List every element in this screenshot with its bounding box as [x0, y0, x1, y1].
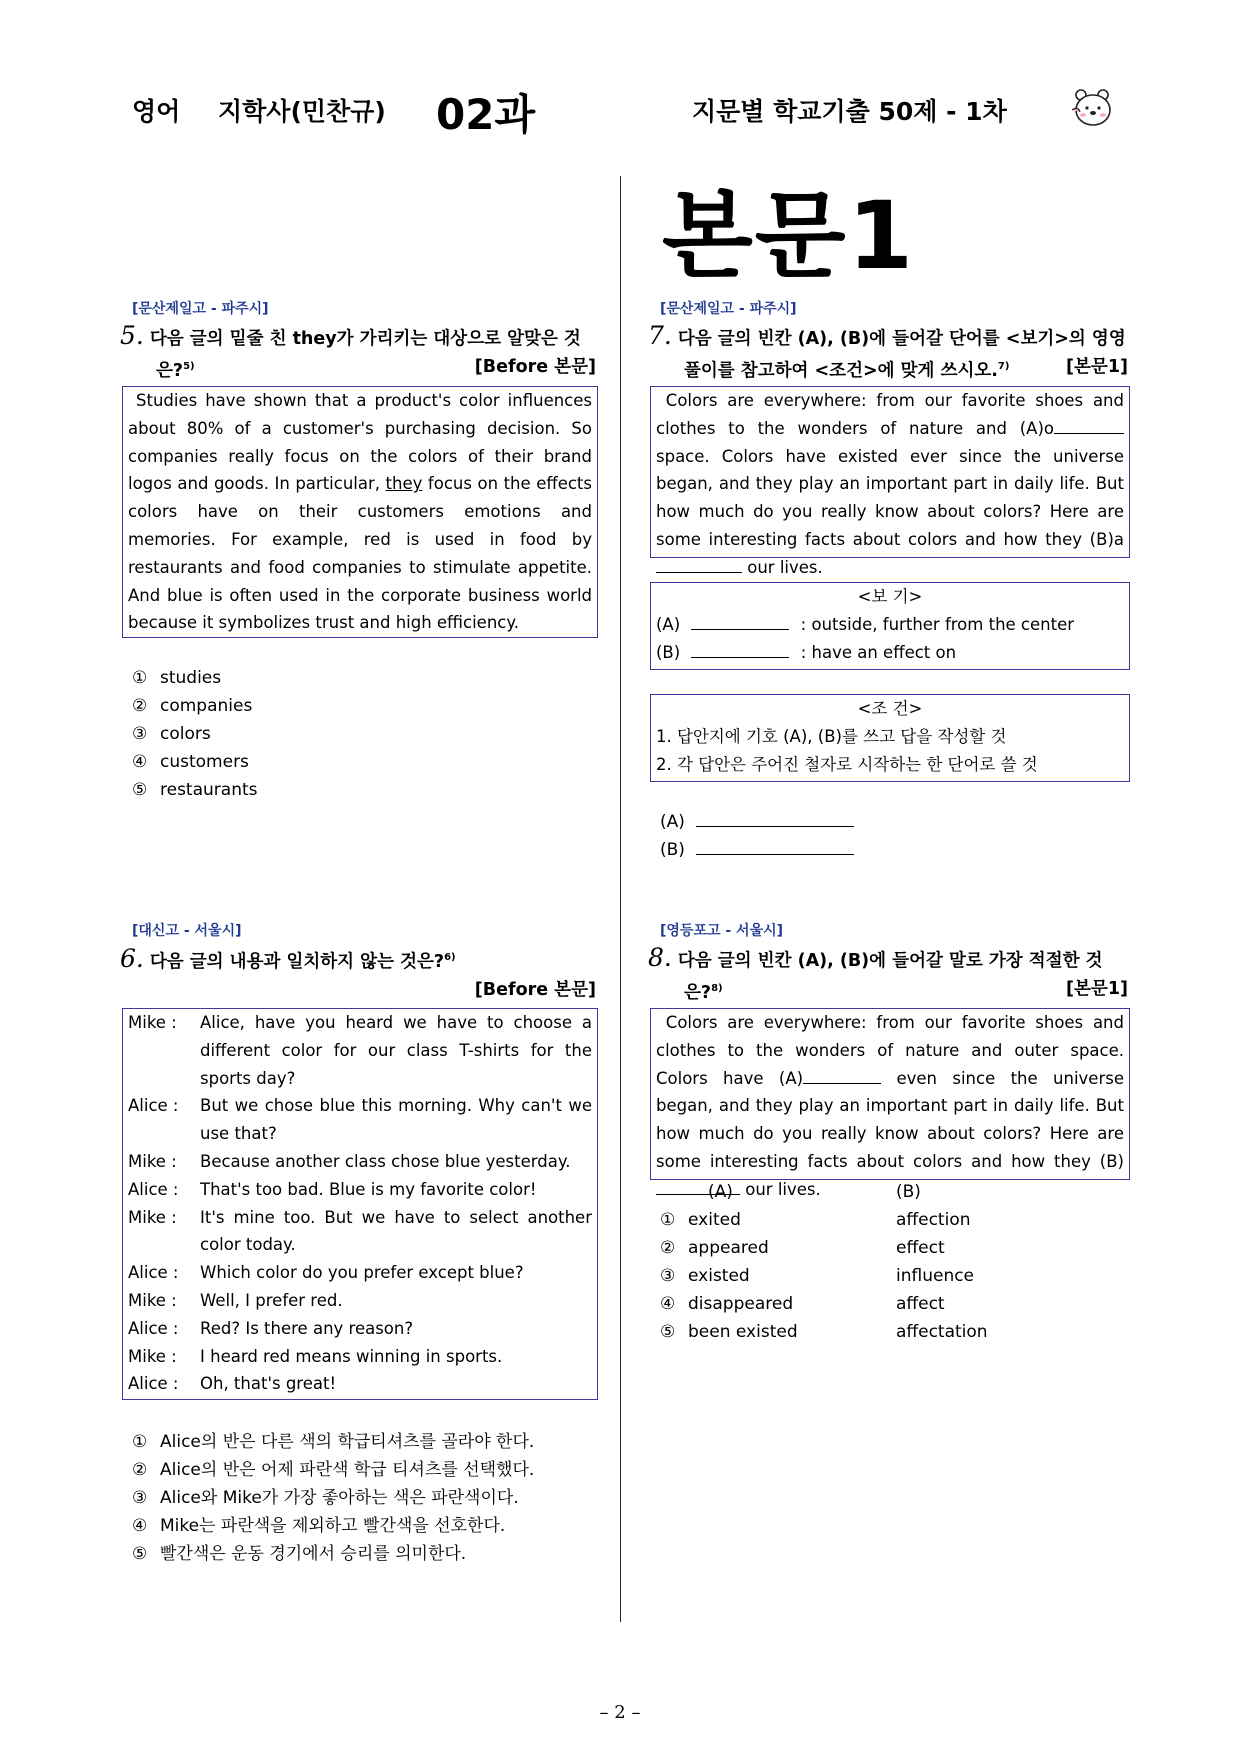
speaker: Alice :: [128, 1318, 179, 1338]
option-text: restaurants: [160, 780, 258, 800]
q8-source: [영등포고 - 서울시]: [660, 923, 784, 939]
q8-stem: [648, 944, 1128, 1007]
option-mark: ③: [132, 724, 148, 744]
subject-label: 영어: [132, 97, 181, 126]
q5-option[interactable]: [132, 664, 258, 692]
option-text: 빨간색은 운동 경기에서 승리를 의미한다.: [160, 1544, 467, 1564]
q7-passage-part2: space. Colors have existed ever since the universe began, and they play an important part in daily life. But how much do you really know about colors? Here are some interesting facts about colors and how they (B)a: [656, 446, 1124, 549]
bogi-blank: [691, 639, 789, 658]
q6-option[interactable]: [132, 1484, 534, 1512]
option-b-text: affect: [896, 1294, 945, 1314]
q5-footnote: 5): [183, 361, 195, 372]
bogi-definition: : outside, further from the center: [800, 614, 1075, 634]
q5-stem: [120, 322, 596, 385]
option-mark: ②: [660, 1238, 676, 1258]
option-mark: ②: [132, 696, 148, 716]
q7-conditions-title: <조 건>: [857, 699, 923, 718]
q6-stem: [120, 944, 596, 1004]
q7-passage-part1: Colors are everywhere: from our favorite shoes and clothes to the wonders of nature and (A)o: [656, 391, 1124, 438]
q5-number: 5.: [120, 321, 144, 350]
q8-column-headers: [660, 1178, 1130, 1206]
q7-answer-a-field[interactable]: [696, 808, 854, 827]
line: That's too bad. Blue is my favorite color!: [200, 1179, 537, 1199]
speaker: Mike :: [128, 1151, 177, 1171]
q6-source: [대신고 - 서울시]: [132, 923, 242, 939]
q8-footnote: 8): [711, 983, 723, 994]
q7-stem-line2: 풀이를 참고하여 <조건>에 맞게 쓰시오.: [684, 360, 998, 381]
q8-stem-line2: 은?: [684, 982, 712, 1003]
bogi-blank: [691, 611, 789, 630]
lesson-label: 02과: [436, 90, 536, 139]
answer-label: (A): [660, 812, 685, 832]
line: Alice, have you heard we have to choose a different color for our class T-shirts for the sports day?: [200, 1013, 592, 1088]
answer-label: (B): [660, 840, 685, 860]
q7-stem: [648, 322, 1128, 385]
q5-option[interactable]: [132, 748, 258, 776]
q8-passage-part1: Colors are everywhere: from our favorite shoes and clothes to the wonders of nature and outer space. Colors have (A): [656, 1013, 1124, 1088]
option-b-text: affection: [896, 1210, 971, 1230]
speaker: Alice :: [128, 1179, 179, 1199]
line: Because another class chose blue yesterday.: [200, 1151, 571, 1171]
q5-stem-line1: 다음 글의 밑줄 친 they가 가리키는 대상으로 알맞은 것: [149, 329, 581, 349]
section-title: 본문1: [662, 182, 916, 291]
q6-option[interactable]: [132, 1428, 534, 1456]
q5-option[interactable]: [132, 776, 258, 804]
q8-option[interactable]: [660, 1206, 1130, 1234]
option-b-text: influence: [896, 1266, 975, 1286]
q6-tag: [Before 본문]: [474, 979, 596, 1000]
dialogue-row: [128, 1343, 592, 1371]
q7-passage-part3: our lives.: [742, 557, 823, 577]
q8-option[interactable]: [660, 1234, 1130, 1262]
line: Well, I prefer red.: [200, 1290, 343, 1310]
q7-bogi-item: [656, 639, 1124, 667]
q7-answer-row: [660, 808, 854, 836]
q8-option[interactable]: [660, 1318, 1130, 1346]
q8-options: [660, 1178, 1130, 1346]
q6-stem-text: 다음 글의 내용과 일치하지 않는 것은?: [149, 951, 445, 972]
q7-number: 7.: [648, 321, 672, 350]
option-a-text: been existed: [688, 1322, 798, 1342]
q5-source: [문산제일고 - 파주시]: [132, 301, 269, 317]
series-label: 지문별 학교기출 50제 - 1차: [692, 97, 1007, 126]
line: I heard red means winning in sports.: [200, 1346, 503, 1366]
bear-mascot-icon: [1070, 86, 1116, 136]
q7-bogi-title: <보 기>: [857, 587, 923, 606]
q5-option[interactable]: [132, 692, 258, 720]
dialogue-row: [128, 1148, 592, 1176]
option-text: Alice의 반은 어제 파란색 학급 티셔츠를 선택했다.: [160, 1460, 535, 1480]
q5-tag: [Before 본문]: [474, 357, 596, 377]
option-text: Mike는 파란색을 제외하고 빨간색을 선호한다.: [160, 1516, 506, 1536]
option-a-text: disappeared: [688, 1294, 794, 1314]
q8-passage-part3: our lives.: [740, 1179, 821, 1199]
q7-condition: 1. 답안지에 기호 (A), (B)를 쓰고 답을 작성할 것: [656, 726, 1007, 746]
option-mark: ⑤: [132, 1544, 148, 1564]
q7-source: [문산제일고 - 파주시]: [660, 301, 797, 317]
dialogue-row: [128, 1287, 592, 1315]
q8-blank-a[interactable]: [803, 1065, 881, 1084]
option-mark: ③: [660, 1266, 676, 1286]
q6-options: [132, 1428, 534, 1568]
speaker: Mike :: [128, 1290, 177, 1310]
option-text: colors: [160, 724, 211, 744]
speaker: Mike :: [128, 1346, 177, 1366]
q6-dialogue: [128, 1009, 592, 1398]
q6-number: 6.: [120, 943, 144, 973]
option-a-text: appeared: [688, 1238, 769, 1258]
column-a-header: (A): [708, 1182, 733, 1202]
line: Which color do you prefer except blue?: [200, 1263, 524, 1283]
option-a-text: existed: [688, 1266, 750, 1286]
option-mark: ④: [132, 752, 148, 772]
column-b-header: (B): [896, 1182, 921, 1202]
publisher-label: 지학사(민찬규): [218, 97, 386, 126]
q7-bogi-item: [656, 611, 1124, 639]
option-text: Alice와 Mike가 가장 좋아하는 색은 파란색이다.: [160, 1488, 519, 1508]
option-mark: ④: [660, 1294, 676, 1314]
dialogue-row: [128, 1176, 592, 1204]
q7-answer-row: [660, 836, 854, 864]
q8-tag: [본문1]: [1066, 979, 1128, 999]
option-b-text: effect: [896, 1238, 945, 1258]
option-text: customers: [160, 752, 249, 772]
dialogue-row: [128, 1259, 592, 1287]
dialogue-row: [128, 1092, 592, 1148]
line: But we chose blue this morning. Why can't we use that?: [200, 1096, 592, 1144]
q6-footnote: 6): [444, 952, 456, 963]
bogi-definition: : have an effect on: [800, 642, 957, 662]
bogi-label: (A): [656, 614, 681, 634]
q8-number: 8.: [648, 943, 672, 972]
q7-conditions-box: [650, 694, 1130, 782]
q8-stem-line1: 다음 글의 빈칸 (A), (B)에 들어갈 말로 가장 적절한 것: [677, 951, 1103, 971]
q5-passage-part1: Studies have shown that a product's color influences about 80% of a customer's purchasing decision. So companies really focus on the colors of their brand logos and goods. In particular,: [128, 391, 593, 494]
speaker: Mike :: [128, 1207, 177, 1227]
dialogue-row: [128, 1315, 592, 1343]
q5-passage-box: [122, 386, 598, 638]
option-text: companies: [160, 696, 253, 716]
q7-footnote: 7): [997, 361, 1010, 372]
q6-option[interactable]: [132, 1512, 534, 1540]
line: Oh, that's great!: [200, 1374, 337, 1394]
q6-option[interactable]: [132, 1540, 534, 1568]
q7-tag: [본문1]: [1066, 357, 1128, 377]
dialogue-row: [128, 1009, 592, 1092]
q7-answer-b-field[interactable]: [696, 836, 854, 855]
q5-passage-part2: focus on the effects colors have on their customers emotions and memories. For example, red is used in food by restaurants and food companies to stimulate appetite. And blue is often used in the corporate business world because it symbolizes trust and high efficiency.: [128, 474, 592, 633]
option-b-text: affectation: [896, 1322, 988, 1342]
option-mark: ④: [132, 1516, 148, 1536]
dialogue-row: [128, 1370, 592, 1398]
q7-condition: 2. 각 답안은 주어진 철자로 시작하는 한 단어로 쓸 것: [656, 754, 1038, 774]
option-mark: ①: [660, 1210, 676, 1230]
line: Red? Is there any reason?: [200, 1318, 414, 1338]
q5-option[interactable]: [132, 720, 258, 748]
bogi-label: (B): [656, 642, 681, 662]
option-mark: ①: [132, 668, 148, 688]
page-number: – 2 –: [599, 1702, 641, 1723]
option-mark: ②: [132, 1460, 148, 1480]
line: It's mine too. But we have to select another color today.: [200, 1207, 592, 1255]
q8-passage-part2: even since the universe began, and they play an important part in daily life. But how much do you really know about colors? Here are some interesting facts about colors and how they (B): [656, 1068, 1124, 1171]
q7-stem-line1: 다음 글의 빈칸 (A), (B)에 들어갈 단어를 <보기>의 영영: [677, 329, 1126, 349]
q7-passage-box: [650, 386, 1130, 577]
option-mark: ⑤: [132, 780, 148, 800]
option-text: studies: [160, 668, 222, 688]
option-mark: ①: [132, 1432, 148, 1452]
option-a-text: exited: [688, 1210, 741, 1230]
q5-stem-line2: 은?: [156, 360, 184, 381]
q5-options: [132, 664, 258, 804]
q6-option[interactable]: [132, 1456, 534, 1484]
column-divider: [620, 176, 621, 1622]
q8-option[interactable]: [660, 1290, 1130, 1318]
q8-option[interactable]: [660, 1262, 1130, 1290]
q7-bogi-box: [650, 582, 1130, 670]
dialogue-row: [128, 1204, 592, 1260]
speaker: Alice :: [128, 1374, 179, 1394]
q7-answer-area: [660, 808, 854, 864]
q5-underlined-they: they: [385, 474, 423, 494]
option-text: Alice의 반은 다른 색의 학급티셔츠를 골라야 한다.: [160, 1432, 535, 1452]
q7-blank-a[interactable]: [1054, 415, 1124, 434]
speaker: Alice :: [128, 1263, 179, 1283]
q6-dialogue-box: [122, 1008, 598, 1400]
option-mark: ⑤: [660, 1322, 676, 1342]
q7-blank-b[interactable]: [656, 554, 742, 573]
option-mark: ③: [132, 1488, 148, 1508]
speaker: Mike :: [128, 1013, 177, 1032]
speaker: Alice :: [128, 1096, 179, 1116]
q8-passage-box: [650, 1008, 1130, 1199]
